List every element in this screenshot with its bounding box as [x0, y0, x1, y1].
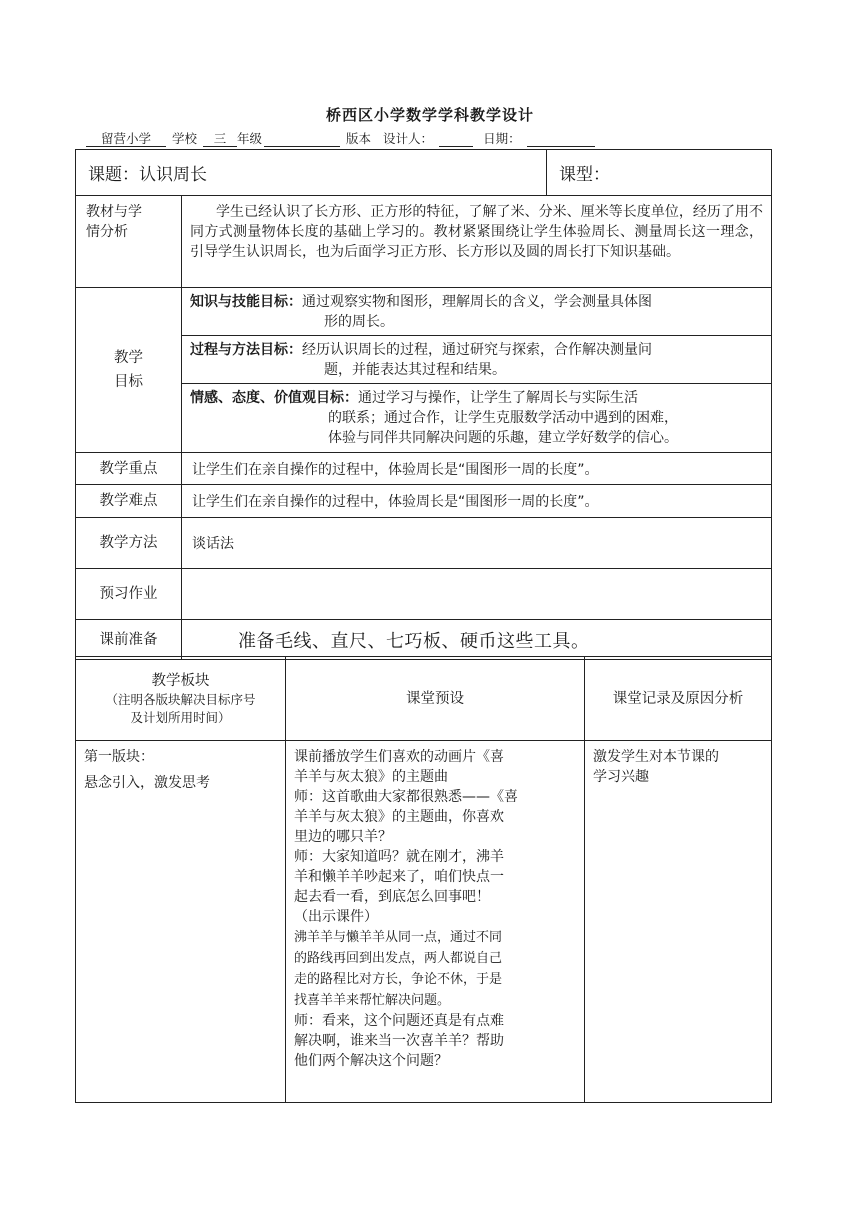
plan-line: 解决啊，谁来当一次喜羊羊？帮助	[294, 1033, 504, 1049]
school-value: 留营小学	[86, 131, 166, 147]
designer-label: 设计人：	[383, 131, 434, 146]
type-cell: 课型：	[547, 150, 772, 196]
edition-value	[264, 146, 340, 147]
script-line: 找喜羊羊来帮忙解决问题。	[294, 993, 451, 1008]
script-line: 沸羊羊与懒羊羊从同一点，通过不同	[294, 930, 503, 945]
plan-line: 羊羊与灰太狼》的主题曲，你喜欢	[294, 809, 504, 825]
topic-cell: 课题：认识周长	[76, 150, 547, 196]
script-line: 走的路程比对方长，争论不休，于是	[294, 972, 503, 987]
goal-process: 过程与方法目标：经历认识周长的过程，通过研究与探索，合作解决测量问 题，并能表达其过程和结果。	[182, 336, 772, 384]
grade-label: 年级	[237, 131, 263, 146]
teaching-process-table	[75, 656, 772, 1103]
homework-text	[182, 569, 772, 620]
key-point-label: 教学重点	[76, 453, 182, 485]
difficulty-label: 教学难点	[76, 485, 182, 518]
grade-value: 三	[203, 131, 237, 147]
section-1-name: 悬念引入，激发思考	[84, 775, 210, 791]
section-1-title: 第一版块：	[84, 749, 154, 765]
plan-line: 师：大家知道吗？就在刚才，沸羊	[294, 849, 504, 865]
analysis-label: 教材与学 情分析	[76, 196, 182, 288]
plan-line: 他们两个解决这个问题？	[294, 1053, 448, 1069]
plan-line: 师：这首歌曲大家都很熟悉——《喜	[294, 789, 518, 805]
section-1-cell	[76, 741, 286, 1103]
preparation-text: 准备毛线、直尺、七巧板、硬币这些工具。	[182, 620, 772, 660]
analysis-text: 学生已经认识了长方形、正方形的特征，了解了米、分米、厘米等长度单位，经历了用不同方式测量物体长度的基础上学习的。教材紧紧围绕让学生体验周长、测量周长这一理念，引导学生认识周长，也为后面学习正方形、长方形以及圆的周长打下知识基础。	[182, 196, 772, 288]
difficulty-text: 让学生们在亲自操作的过程中，体验周长是“围图形一周的长度”。	[182, 485, 772, 518]
record-column-header: 课堂记录及原因分析	[585, 657, 772, 741]
plan-column-header: 课堂预设	[286, 657, 585, 741]
info-line	[86, 129, 595, 147]
section-column-header: 教学板块 （注明各版块解决目标序号 及计划所用时间）	[76, 657, 286, 741]
key-point-text: 让学生们在亲自操作的过程中，体验周长是“围图形一周的长度”。	[182, 453, 772, 485]
lesson-info-table	[75, 149, 772, 660]
document-title: 桥西区小学数学学科教学设计	[325, 106, 534, 124]
section-1-plan	[286, 741, 585, 1103]
plan-lines-1	[294, 747, 576, 927]
date-label: 日期：	[483, 131, 521, 146]
plan-line: 师：看来，这个问题还真是有点难	[294, 1013, 504, 1029]
goals-label: 教学 目标	[76, 288, 182, 453]
method-text: 谈话法	[182, 518, 772, 569]
school-label: 学校	[172, 131, 198, 146]
preparation-label: 课前准备	[76, 620, 182, 660]
plan-line: （出示课件）	[294, 909, 378, 925]
goal-knowledge: 知识与技能目标：通过观察实物和图形，理解周长的含义，学会测量具体图 形的周长。	[182, 288, 772, 336]
plan-line: 里边的哪只羊？	[294, 829, 392, 845]
designer-value	[439, 146, 473, 147]
plan-line: 羊羊与灰太狼》的主题曲	[294, 769, 448, 785]
method-label: 教学方法	[76, 518, 182, 569]
script-line: 的路线再回到出发点，两人都说自己	[294, 951, 503, 966]
homework-label: 预习作业	[76, 569, 182, 620]
goal-attitude: 情感、态度、价值观目标：通过学习与操作，让学生了解周长与实际生活 的联系；通过合作，让学生克服数学活动中遇到的困难， 体验与同伴共同解决问题的乐趣，建立学好数学的信心。	[182, 384, 772, 453]
plan-line: 课前播放学生们喜欢的动画片《喜	[294, 749, 504, 765]
edition-label: 版本	[346, 131, 372, 146]
plan-line: 羊和懒羊羊吵起来了，咱们快点一	[294, 869, 504, 885]
courseware-script	[294, 927, 576, 1011]
date-value	[527, 146, 595, 147]
plan-lines-2	[294, 1011, 576, 1071]
section-1-record: 激发学生对本节课的 学习兴趣	[585, 741, 772, 1103]
plan-line: 起去看一看，到底怎么回事吧！	[294, 889, 490, 905]
